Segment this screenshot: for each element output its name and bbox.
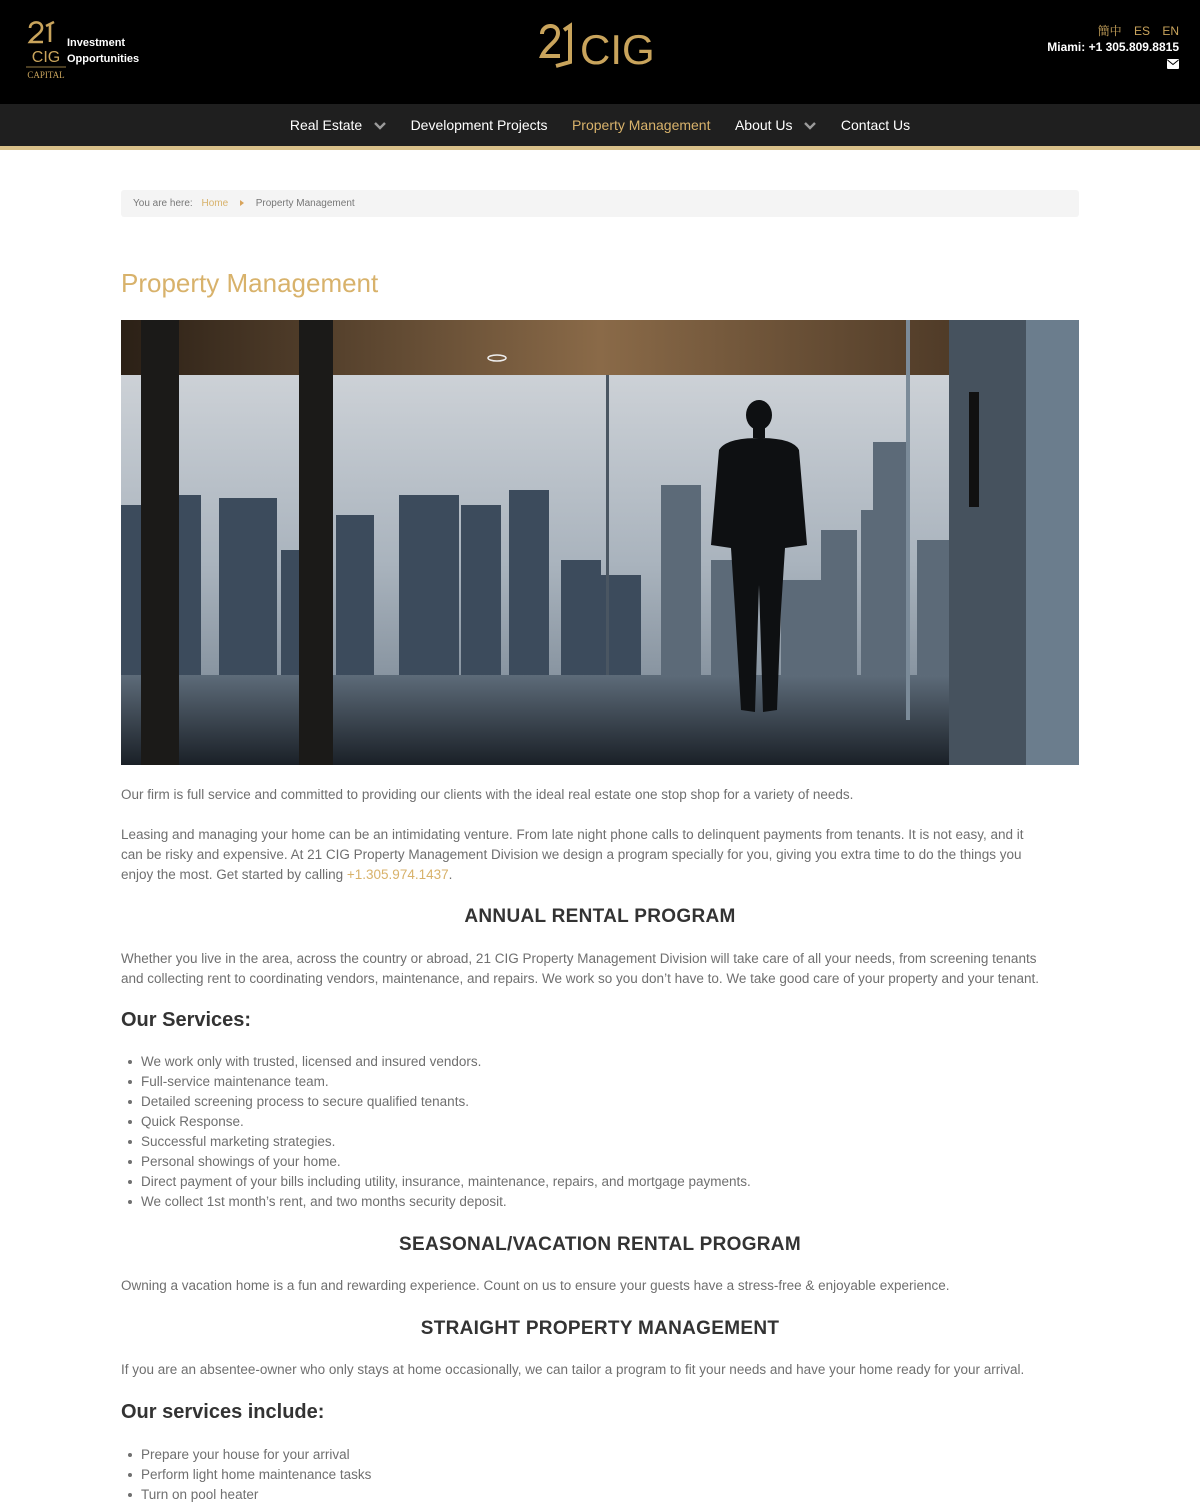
nav-property-management[interactable]: Property Management — [571, 117, 711, 133]
nav-about-us[interactable] — [735, 104, 816, 146]
annual-line-2: and collecting rent to coordinating vendors, maintenance, and repairs. We work so you don’t have to. We take good care of your property and your tenant. — [121, 971, 1040, 986]
main-nav — [0, 104, 1200, 146]
list-item: Prepare your house for your arrival — [141, 1445, 371, 1465]
nav-contact-us[interactable]: Contact Us — [840, 117, 911, 133]
page-title: Property Management — [121, 268, 379, 298]
list-item: We collect 1st month’s rent, and two months security deposit. — [141, 1192, 751, 1212]
services-list — [141, 1052, 751, 1212]
seasonal-paragraph: Owning a vacation home is a fun and rewarding experience. Count on us to ensure your guests have a stress-free & enjoyable experience. — [121, 1278, 950, 1293]
list-item: Quick Response. — [141, 1112, 751, 1132]
logo-caption-line-1: Investment — [67, 37, 126, 49]
nav-underline — [0, 146, 1200, 150]
annual-rental-heading: ANNUAL RENTAL PROGRAM — [464, 906, 736, 927]
lang-es[interactable]: ES — [1133, 24, 1150, 38]
nav-development-projects[interactable]: Development Projects — [410, 117, 548, 133]
leasing-line-1: Leasing and managing your home can be an intimidating venture. From late night phone calls to delinquent payments from tenants. It is not easy, and it — [121, 827, 1024, 842]
breadcrumb-home-link[interactable]: Home — [201, 198, 229, 209]
main-navbar — [0, 104, 1200, 146]
list-item: Turn on pool heater — [141, 1485, 371, 1505]
annual-line-1: Whether you live in the area, across the country or abroad, 21 CIG Property Management Division will take care of all your needs, from screening tenants — [121, 951, 1037, 966]
list-item: Personal showings of your home. — [141, 1152, 751, 1172]
logo-caption — [67, 35, 139, 67]
intro-paragraph: Our firm is full service and committed to providing our clients with the ideal real estate one stop shop for a variety of needs. — [121, 787, 854, 802]
seasonal-rental-heading: SEASONAL/VACATION RENTAL PROGRAM — [399, 1234, 801, 1255]
header-phone[interactable]: Miami: +1 305.809.8815 — [1047, 40, 1179, 54]
leasing-phone-link[interactable]: +1.305.974.1437 — [346, 867, 449, 882]
leasing-line-3-text: enjoy the most. Get started by calling — [121, 867, 344, 882]
straight-paragraph: If you are an absentee-owner who only stays at home occasionally, we can tailor a program to fit your needs and have your home ready for your arrival. — [121, 1362, 1025, 1377]
services-include-list — [141, 1445, 371, 1505]
logo-cig-text: CIG — [31, 49, 61, 66]
nav-real-estate[interactable] — [290, 104, 386, 146]
leasing-paragraph — [121, 825, 1081, 885]
center-logo-text: CIG — [580, 26, 655, 73]
breadcrumb — [121, 190, 1079, 217]
services-include-heading: Our services include: — [121, 1401, 325, 1423]
leasing-line-3 — [121, 865, 1081, 885]
leasing-line-2: can be risky and expensive. At 21 CIG Property Management Division we design a program specially for you, giving you extra time to do the things you — [121, 847, 1022, 862]
list-item: Detailed screening process to secure qualified tenants. — [141, 1092, 751, 1112]
lang-chinese[interactable]: 簡中 — [1097, 24, 1122, 38]
breadcrumb-arrow-icon — [240, 200, 244, 206]
list-item: Successful marketing strategies. — [141, 1132, 751, 1152]
services-heading: Our Services: — [121, 1009, 252, 1031]
annual-paragraph — [121, 949, 1081, 989]
nav-real-estate-label: Real Estate — [289, 117, 363, 133]
hero-image — [121, 320, 1079, 765]
logo-capital-text: CAPITAL — [27, 70, 65, 80]
breadcrumb-prefix: You are here: — [133, 198, 193, 209]
language-switcher — [1089, 22, 1179, 39]
chevron-down-icon — [804, 122, 816, 130]
envelope-icon[interactable] — [1167, 59, 1179, 69]
list-item: Perform light home maintenance tasks — [141, 1465, 371, 1485]
list-item: We work only with trusted, licensed and insured vendors. — [141, 1052, 751, 1072]
breadcrumb-current: Property Management — [255, 198, 355, 209]
straight-management-heading: STRAIGHT PROPERTY MANAGEMENT — [420, 1318, 780, 1339]
chevron-down-icon — [374, 122, 386, 130]
site-header — [0, 0, 1200, 104]
list-item: Full-service maintenance team. — [141, 1072, 751, 1092]
list-item: Direct payment of your bills including utility, insurance, maintenance, repairs, and mortgage payments. — [141, 1172, 751, 1192]
nav-about-us-label: About Us — [734, 117, 793, 133]
cig-capital-logo[interactable] — [24, 18, 68, 82]
21cig-logo[interactable] — [536, 20, 666, 74]
lang-en[interactable]: EN — [1162, 24, 1179, 38]
logo-caption-line-2: Opportunities — [67, 53, 140, 65]
leasing-period: . — [448, 867, 453, 882]
